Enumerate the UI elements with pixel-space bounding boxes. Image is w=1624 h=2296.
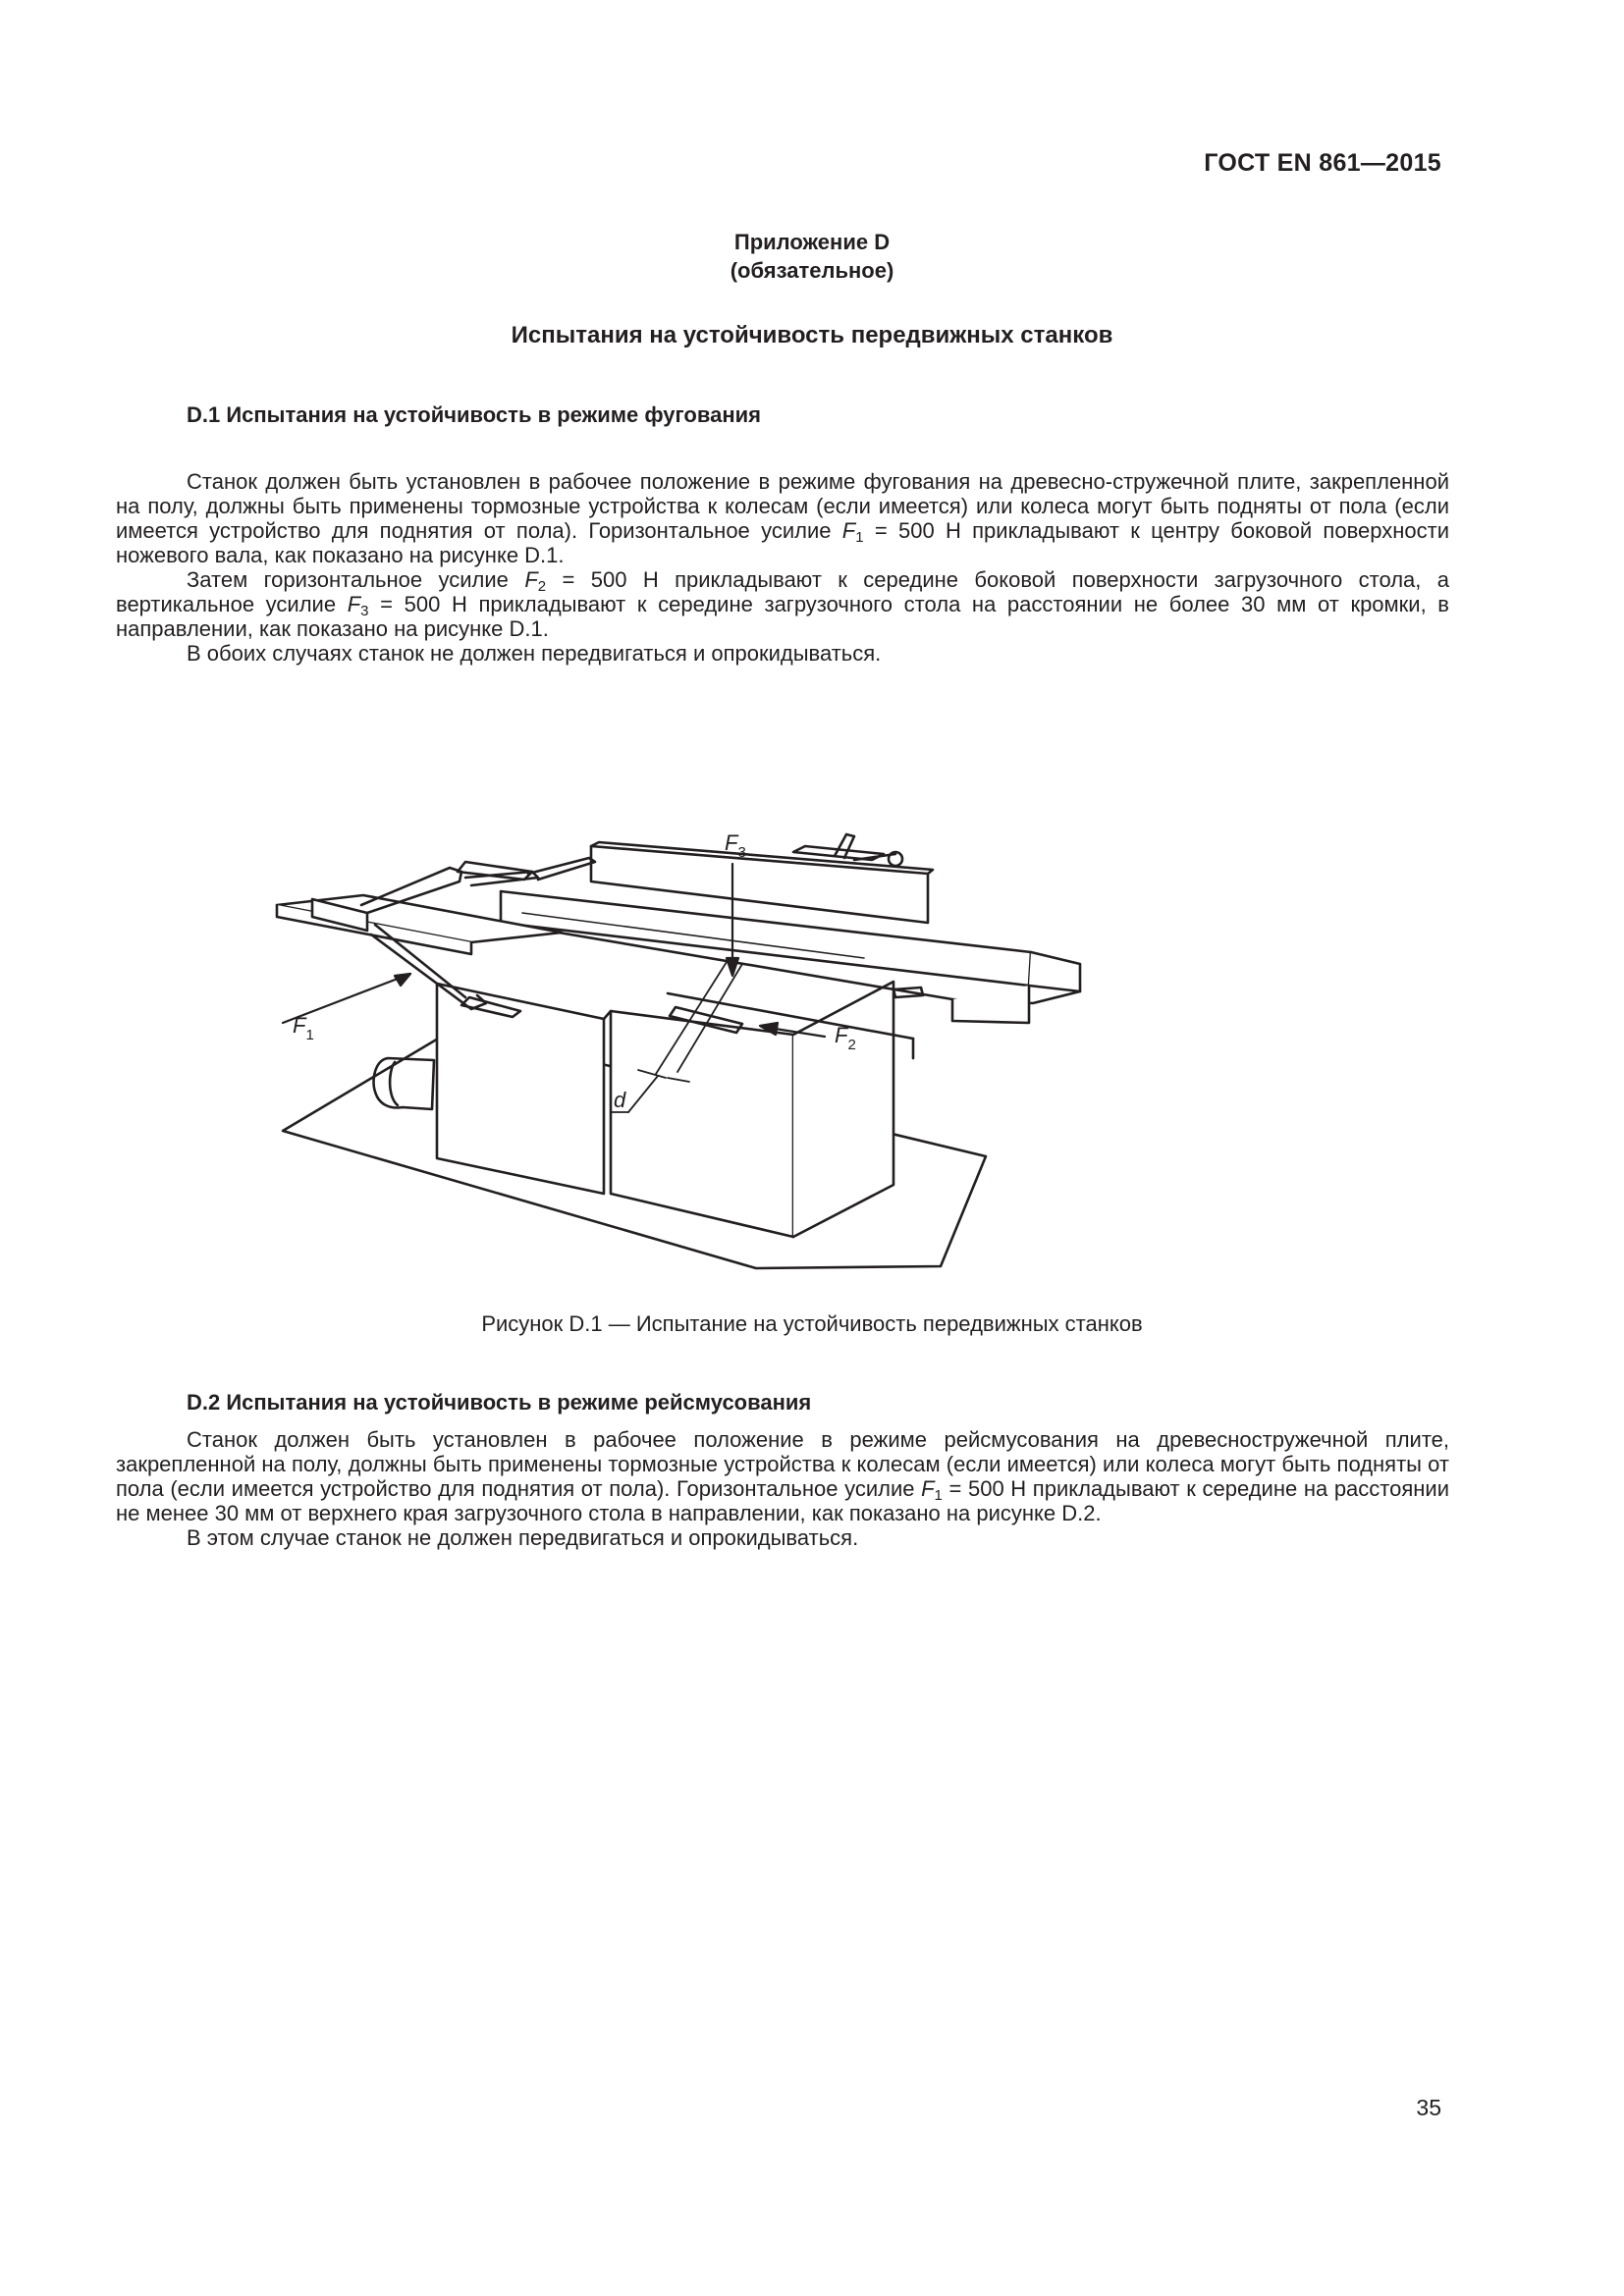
section-d1-body	[116, 469, 1449, 666]
paragraph: В этом случае станок не должен передвигаться и опрокидываться.	[187, 1525, 859, 1550]
annex-title: Приложение D	[733, 230, 891, 254]
paragraph: Затем горизонтальное усилие $F_2 = 500$ Н прикладывают к середине боковой поверхности загрузочного стола, а вертикальное усилие $F_3 = 500$ Н прикладывают к середине загрузочного стола на расстоянии не более 30 мм от кромки, в направлении, как показано на рисунке D.1.	[116, 567, 1449, 641]
paragraph: Станок должен быть установлен в рабочее положение в режиме рейсмусования на древесностружечной плите, закрепленной на полу, должны быть применены тормозные устройства к колесам (если имеется) или колеса могут быть подняты от пола (если имеется устройство для поднятия от пола). Горизонтальное усилие $F_1 = 500$ Н прикладывают к середине на расстоянии не менее 30 мм от верхнего края загрузочного стола в направлении, как показано на рисунке D.2.	[116, 1427, 1449, 1525]
label-d: d	[614, 1088, 626, 1112]
motor	[374, 1058, 434, 1109]
section-d1-heading: D.1 Испытания на устойчивость в режиме фугования	[187, 402, 761, 427]
document-header: ГОСТ EN 861—2015	[1204, 149, 1441, 177]
paragraph: Станок должен быть установлен в рабочее положение в режиме фугования на древесно-стружечной плите, закрепленной на полу, должны быть применены тормозные устройства к колесам (если имеется) или колеса могут быть подняты от пола (если имеется устройство для поднятия от пола). Горизонтальное усилие $F_1 = 500$ Н прикладывают к центру боковой поверхности ножевого вала, как показано на рисунке D.1.	[116, 469, 1449, 567]
section-d2-heading: D.2 Испытания на устойчивость в режиме рейсмусования	[187, 1390, 812, 1415]
label-f3: $F_3$	[725, 830, 746, 861]
right-cabinet	[611, 982, 893, 1237]
feed-table	[501, 891, 1080, 1023]
page-number: 35	[1416, 2095, 1441, 2120]
annex-title-block	[0, 228, 1624, 285]
left-cabinet	[437, 984, 611, 1194]
paragraph: В обоих случаях станок не должен передвигаться и опрокидываться.	[187, 641, 882, 666]
fence-mechanism	[793, 834, 902, 866]
figure-d1-machine-drawing	[265, 815, 1247, 1286]
figure-caption: Рисунок D.1 — Испытание на устойчивость передвижных станков	[481, 1311, 1143, 1336]
section-d2-body	[116, 1427, 1449, 1550]
annex-status: (обязательное)	[730, 258, 894, 283]
label-f1: $F_1$	[293, 1013, 314, 1043]
annex-heading: Испытания на устойчивость передвижных станков	[511, 322, 1113, 348]
label-f2: $F_2$	[835, 1023, 856, 1053]
